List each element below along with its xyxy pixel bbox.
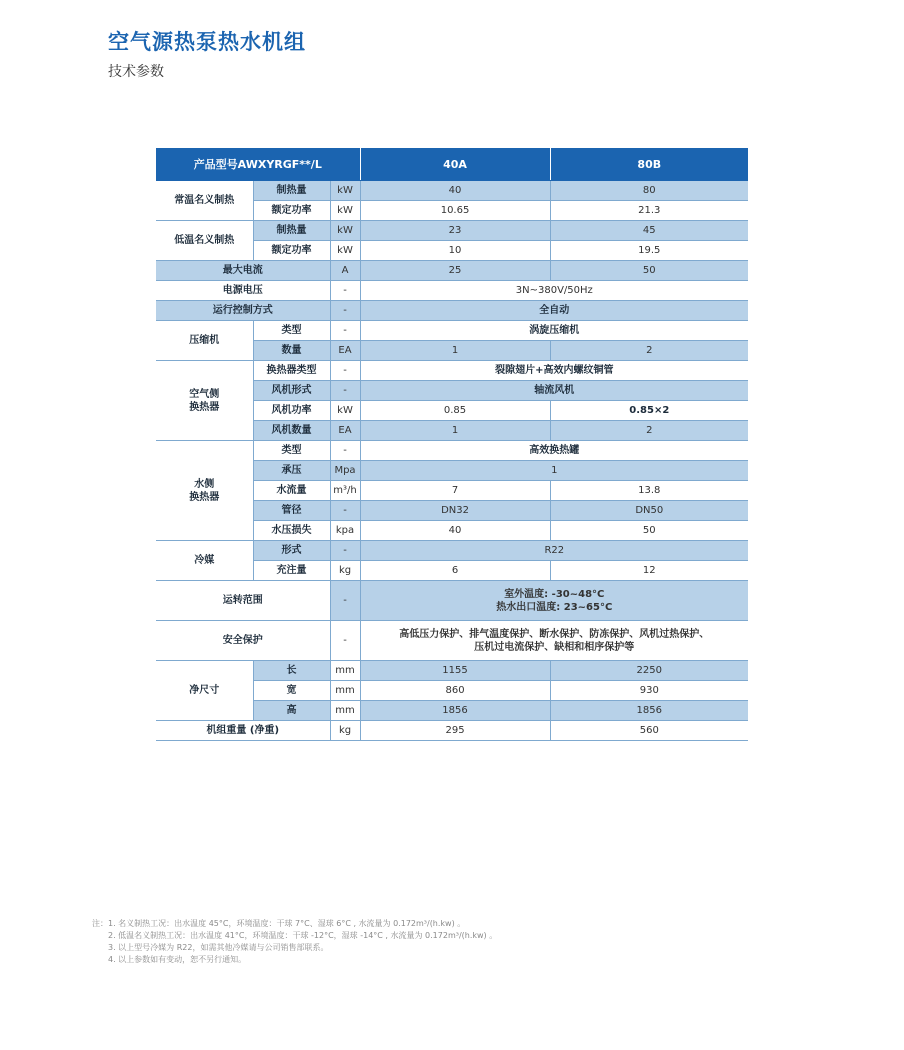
footnote xyxy=(92,918,497,930)
row-value-80b: 2 xyxy=(550,341,748,361)
value-line: 压机过电流保护、缺相和相序保护等 xyxy=(474,641,635,653)
row-value-merged: 涡旋压缩机 xyxy=(360,321,748,341)
row-value-40a: DN32 xyxy=(360,501,550,521)
group-label: 电源电压 xyxy=(156,281,330,301)
footnote-text: 3. 以上型号冷媒为 R22，如需其他冷媒请与公司销售部联系。 xyxy=(108,943,329,952)
row-unit: - xyxy=(330,441,360,461)
row-unit: mm xyxy=(330,681,360,701)
row-value-40a: 1856 xyxy=(360,701,550,721)
row-label: 风机形式 xyxy=(253,381,330,401)
row-unit: m³/h xyxy=(330,481,360,501)
group-label-line: 换热器 xyxy=(189,491,220,503)
row-label: 换热器类型 xyxy=(253,361,330,381)
row-label: 长 xyxy=(253,661,330,681)
group-label: 运行控制方式 xyxy=(156,301,330,321)
row-value-80b: 13.8 xyxy=(550,481,748,501)
row-unit: - xyxy=(330,501,360,521)
row-value-80b: DN50 xyxy=(550,501,748,521)
row-label: 承压 xyxy=(253,461,330,481)
row-unit: kg xyxy=(330,721,360,741)
group-label-line: 水侧 xyxy=(194,478,215,490)
header-col-40a: 40A xyxy=(360,148,550,181)
row-value-80b: 50 xyxy=(550,261,748,281)
row-label: 数量 xyxy=(253,341,330,361)
row-value-80b: 1856 xyxy=(550,701,748,721)
group-label xyxy=(156,361,253,441)
header-col-80b: 80B xyxy=(550,148,748,181)
group-label: 冷媒 xyxy=(156,541,253,581)
row-value-80b: 12 xyxy=(550,561,748,581)
row-unit: kW xyxy=(330,181,360,201)
row-label: 额定功率 xyxy=(253,201,330,221)
row-value-80b: 45 xyxy=(550,221,748,241)
table-row xyxy=(156,621,748,661)
footnote xyxy=(92,954,497,966)
row-value-merged: 轴流风机 xyxy=(360,381,748,401)
value-line: 热水出口温度: 23~65°C xyxy=(496,601,613,613)
group-label: 安全保护 xyxy=(156,621,330,661)
row-unit: Mpa xyxy=(330,461,360,481)
table-row xyxy=(156,441,748,461)
page-subtitle: 技术参数 xyxy=(108,64,164,80)
row-unit: EA xyxy=(330,421,360,441)
row-unit: - xyxy=(330,361,360,381)
row-unit: kW xyxy=(330,201,360,221)
group-label-line: 换热器 xyxy=(189,401,220,413)
row-unit: - xyxy=(330,381,360,401)
row-value-40a: 40 xyxy=(360,521,550,541)
row-value-40a: 40 xyxy=(360,181,550,201)
row-value-80b: 80 xyxy=(550,181,748,201)
row-value-40a: 25 xyxy=(360,261,550,281)
row-label: 类型 xyxy=(253,321,330,341)
row-value-40a: 10.65 xyxy=(360,201,550,221)
row-unit: kW xyxy=(330,241,360,261)
table-row xyxy=(156,721,748,741)
row-value-40a: 860 xyxy=(360,681,550,701)
group-label: 常温名义制热 xyxy=(156,181,253,221)
row-label: 形式 xyxy=(253,541,330,561)
table-row xyxy=(156,281,748,301)
row-value-40a: 0.85 xyxy=(360,401,550,421)
row-unit: kW xyxy=(330,221,360,241)
row-label: 制热量 xyxy=(253,221,330,241)
row-label: 风机数量 xyxy=(253,421,330,441)
row-unit: - xyxy=(330,321,360,341)
row-value-40a: 1155 xyxy=(360,661,550,681)
footnotes xyxy=(92,918,497,966)
group-label: 运转范围 xyxy=(156,581,330,621)
row-unit: kg xyxy=(330,561,360,581)
row-value-80b: 0.85×2 xyxy=(550,401,748,421)
row-value-merged: R22 xyxy=(360,541,748,561)
group-label: 机组重量 (净重) xyxy=(156,721,330,741)
row-value-merged xyxy=(360,581,748,621)
row-value-80b: 19.5 xyxy=(550,241,748,261)
row-label: 风机功率 xyxy=(253,401,330,421)
row-value-merged: 高效换热罐 xyxy=(360,441,748,461)
header-model: 产品型号AWXYRGF**/L xyxy=(156,148,360,181)
row-unit: - xyxy=(330,541,360,561)
row-value-merged: 裂隙翅片+高效内螺纹铜管 xyxy=(360,361,748,381)
table-row xyxy=(156,661,748,681)
row-value-80b: 2 xyxy=(550,421,748,441)
row-value-80b: 21.3 xyxy=(550,201,748,221)
row-unit: - xyxy=(330,621,360,661)
value-line: 高低压力保护、排气温度保护、断水保护、防冻保护、风机过热保护、 xyxy=(399,628,710,640)
row-value-merged: 1 xyxy=(360,461,748,481)
spec-table xyxy=(156,148,748,741)
row-value-80b: 560 xyxy=(550,721,748,741)
page-title: 空气源热泵热水机组 xyxy=(108,30,306,54)
group-label: 最大电流 xyxy=(156,261,330,281)
row-value-merged xyxy=(360,621,748,661)
table-row xyxy=(156,261,748,281)
row-unit: mm xyxy=(330,661,360,681)
group-label: 低温名义制热 xyxy=(156,221,253,261)
row-value-merged: 全自动 xyxy=(360,301,748,321)
row-value-80b: 2250 xyxy=(550,661,748,681)
row-label: 水流量 xyxy=(253,481,330,501)
row-unit: kW xyxy=(330,401,360,421)
row-label: 管径 xyxy=(253,501,330,521)
row-unit: A xyxy=(330,261,360,281)
table-row xyxy=(156,301,748,321)
row-value-40a: 1 xyxy=(360,341,550,361)
row-label: 宽 xyxy=(253,681,330,701)
row-unit: - xyxy=(330,581,360,621)
group-label-line: 空气侧 xyxy=(189,388,220,400)
footnote-text: 2. 低温名义制热工况：出水温度 41°C，环境温度：干球 -12°C，湿球 -14°C , 水流量为 0.172m³/(h.kw) 。 xyxy=(108,931,498,940)
row-label: 类型 xyxy=(253,441,330,461)
row-label: 高 xyxy=(253,701,330,721)
value-line: 室外温度: -30~48°C xyxy=(504,588,605,600)
group-label: 压缩机 xyxy=(156,321,253,361)
row-value-40a: 7 xyxy=(360,481,550,501)
row-value-80b: 930 xyxy=(550,681,748,701)
footnote xyxy=(92,942,497,954)
group-label: 净尺寸 xyxy=(156,661,253,721)
row-label: 额定功率 xyxy=(253,241,330,261)
row-value-40a: 6 xyxy=(360,561,550,581)
group-label xyxy=(156,441,253,541)
table-row xyxy=(156,361,748,381)
row-value-merged: 3N~380V/50Hz xyxy=(360,281,748,301)
footnote xyxy=(92,930,497,942)
row-value-40a: 10 xyxy=(360,241,550,261)
table-header-row xyxy=(156,148,748,181)
table-row xyxy=(156,181,748,201)
row-unit: kpa xyxy=(330,521,360,541)
table-row xyxy=(156,221,748,241)
table-row xyxy=(156,581,748,621)
row-label: 充注量 xyxy=(253,561,330,581)
row-unit: EA xyxy=(330,341,360,361)
row-unit: - xyxy=(330,281,360,301)
footnote-text: 1. 名义制热工况：出水温度 45°C，环境温度：干球 7°C、湿球 6°C , 水流量为 0.172m³/(h.kw) 。 xyxy=(108,919,466,928)
row-value-40a: 1 xyxy=(360,421,550,441)
row-value-40a: 23 xyxy=(360,221,550,241)
footnote-prefix: 注： xyxy=(92,919,108,928)
row-unit: mm xyxy=(330,701,360,721)
footnote-text: 4. 以上参数如有变动，恕不另行通知。 xyxy=(108,955,247,964)
row-label: 制热量 xyxy=(253,181,330,201)
row-unit: - xyxy=(330,301,360,321)
row-label: 水压损失 xyxy=(253,521,330,541)
row-value-80b: 50 xyxy=(550,521,748,541)
table-row xyxy=(156,541,748,561)
table-row xyxy=(156,321,748,341)
row-value-40a: 295 xyxy=(360,721,550,741)
